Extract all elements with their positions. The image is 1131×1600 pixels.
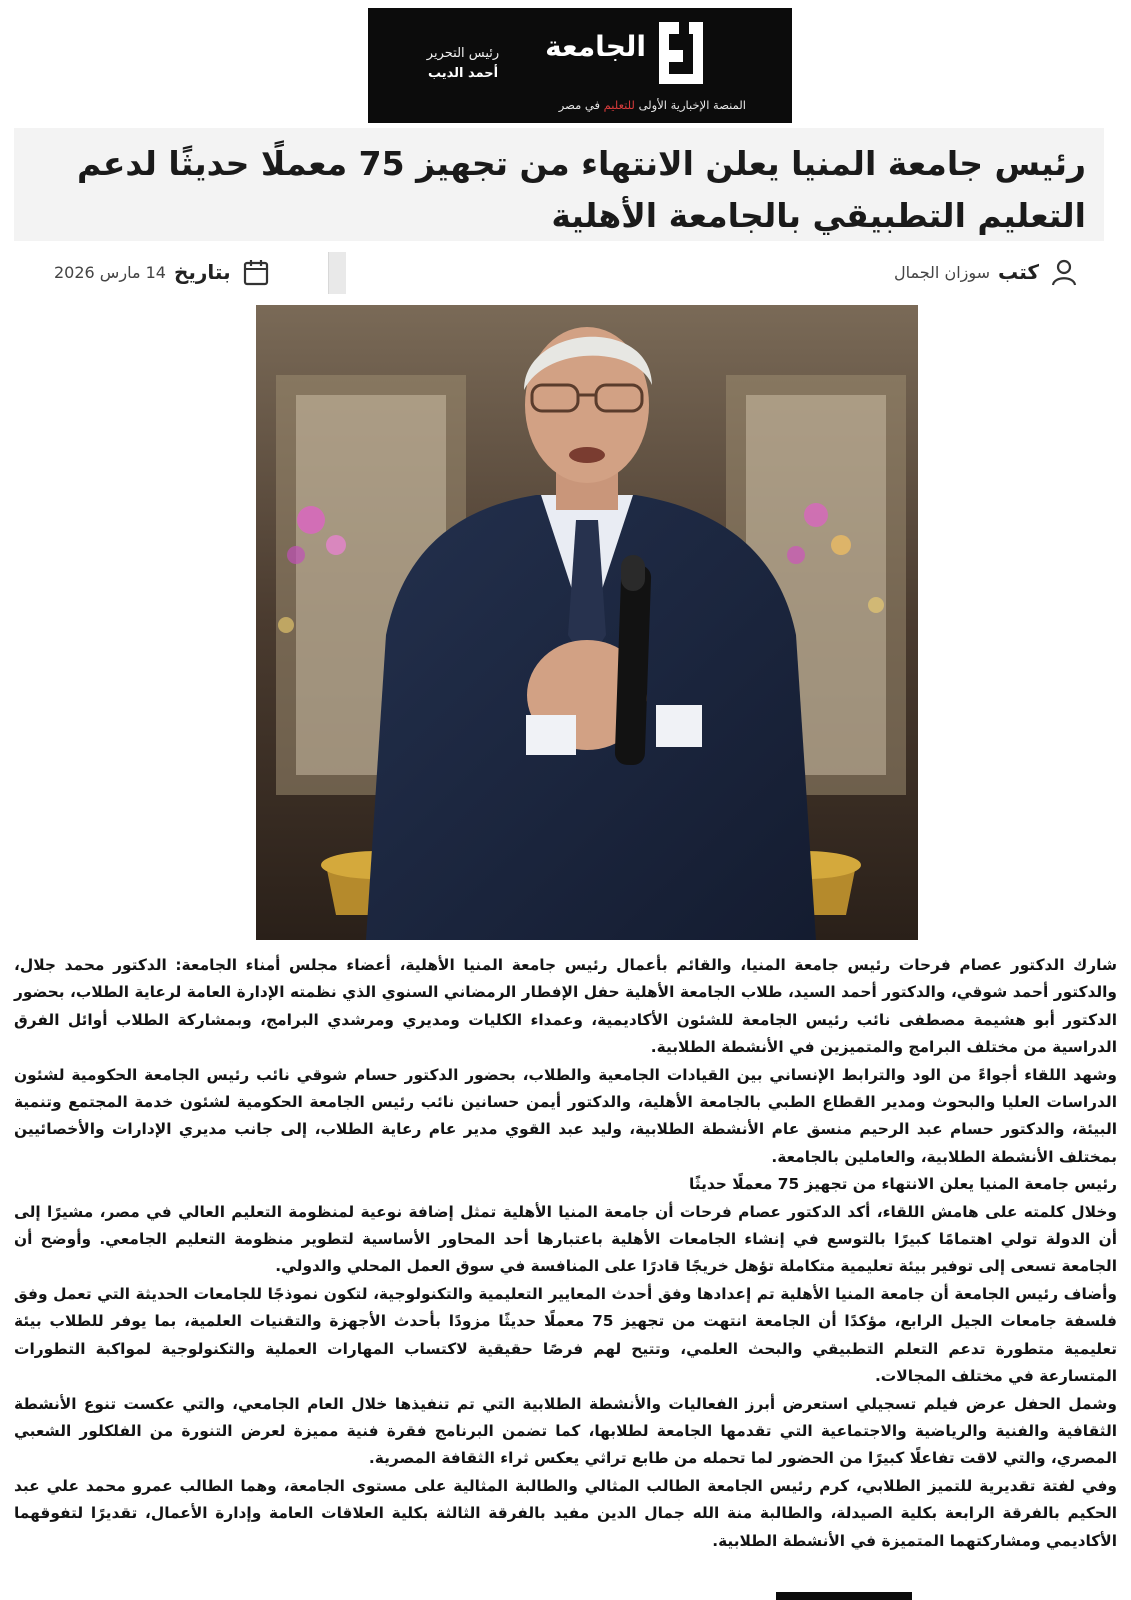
calendar-icon xyxy=(241,257,271,287)
article-paragraph: وفي لفتة تقديرية للتميز الطلابي، كرم رئيس الجامعة الطالب المثالي والطالبة المثالية على مستوى الجامعة، وهما الطالب عمرو محمد علي عبد الحكيم بالفرقة الرابعة بكلية الصيدلة، والطالبة منة الله جمال الدين مفيد بالفرقة الثالثة بكلية العلاقات العامة وإدارة الأعمال، تقديرًا لتفوقهما الأكاديمي ومشاركتهما المتميزة في الأنشطة الطلابية. xyxy=(14,1476,1117,1550)
tagline-highlight: للتعليم xyxy=(603,98,635,112)
article-paragraph: شارك الدكتور عصام فرحات رئيس جامعة المنيا، والقائم بأعمال رئيس جامعة المنيا الأهلية، أعضاء مجلس أمناء الجامعة: الدكتور محمد جلال، والدكتور أحمد شوقي، والدكتور أحمد السيد، طلاب الجامعة الأهلية حفل الإفطار الرمضاني السنوي الذي نظمته الإدارة العامة لرعاية الطلاب، بحضور الدكتور أبو هشيمة مصطفى نائب رئيس الجامعة للشئون الأكاديمية، وعمداء الكليات ومديري ومرشدي البرامج، وبمشاركة الطلاب أوائل الفرق الدراسية من مختلف البرامج والمتميزين في الأنشطة الطلابية. xyxy=(14,956,1117,1057)
meta-divider xyxy=(328,252,346,294)
date-label: بتاريخ xyxy=(173,260,231,284)
site-tagline: المنصة الإخبارية الأولى للتعليم في مصر xyxy=(558,98,746,112)
footer-bar xyxy=(776,1592,912,1600)
article-paragraph: وخلال كلمته على هامش اللقاء، أكد الدكتور عصام فرحات أن جامعة المنيا الأهلية تمثل إضافة نوعية لمنظومة التعليم العالي في مصر، مشيرًا إلى أن الدولة تولي اهتمامًا كبيرًا بالتوسع في إنشاء الجامعات الأهلية باعتبارها أحد المحاور الأساسية لتطوير منظومة التعليم الجامعي. وأوضح أن الجامعة تسعى إلى توفير بيئة تعليمية متكاملة تؤهل خريجًا قادرًا على المنافسة في سوق العمل المحلي والدولي. xyxy=(14,1202,1117,1276)
article-author xyxy=(894,250,1079,294)
masthead-banner xyxy=(368,8,792,123)
editor-in-chief-name: أحمد الديب xyxy=(427,66,499,81)
editor-in-chief-label: رئيس التحرير xyxy=(426,46,500,61)
headline-container xyxy=(14,128,1104,241)
article-paragraph: وشهد اللقاء أجواءً من الود والترابط الإنساني بين القيادات الجامعية والطلاب، بحضور الدكتور حسام شوقي نائب رئيس الجامعة الحكومية لشئون الدراسات العليا والبحوث ومدير القطاع الطبي بالجامعة الأهلية، والدكتور أيمن حسانين نائب رئيس الجامعة الحكومية لشئون خدمة المجتمع وتنمية البيئة، والدكتور حسام عبد الرحيم منسق عام الأنشطة الطلابية، وليد عبد القوي مدير عام رعاية الطلاب، إلى جانب مديري الإدارات والأخصائيين بمختلف الأنشطة الطلابية، والعاملين بالجامعة. xyxy=(14,1065,1117,1166)
article-body xyxy=(14,952,1117,1555)
author-name[interactable]: سوزان الجمال xyxy=(893,262,991,282)
site-logo-icon xyxy=(657,20,705,86)
article-paragraph: وأضاف رئيس الجامعة أن جامعة المنيا الأهلية تم إعدادها وفق أحدث المعايير التعليمية والتكنولوجية، لتكون نموذجًا للجامعات الحديثة التي تعمل وفق فلسفة جامعات الجيل الرابع، مؤكدًا أن الجامعة انتهت من تجهيز 75 معملًا حديثًا مزودًا بأحدث الأجهزة والتقنيات العلمية، بما يوفر للطلاب بيئة تعليمية متطورة تدعم التعلم التطبيقي والبحث العلمي، وتتيح لهم فرصًا حقيقية لاكتساب المهارات العملية والتكنولوجية لمواكبة التطورات المتسارعة في مختلف المجالات. xyxy=(14,1284,1118,1386)
user-icon xyxy=(1049,257,1079,287)
site-logo-text[interactable]: الجامعة xyxy=(545,30,646,63)
article-date xyxy=(54,250,271,294)
article-photo xyxy=(256,305,918,940)
author-label: كتب xyxy=(998,260,1039,284)
article-headline: رئيس جامعة المنيا يعلن الانتهاء من تجهيز 75 معملًا حديثًا لدعم التعليم التطبيقي بالجامعة الأهلية xyxy=(76,144,1086,235)
date-value: 14 مارس 2026 xyxy=(54,262,166,282)
article-subheading: رئيس جامعة المنيا يعلن الانتهاء من تجهيز 75 معملًا حديثًا xyxy=(689,1175,1117,1194)
article-paragraph: وشمل الحفل عرض فيلم تسجيلي استعرض أبرز الفعاليات والأنشطة الطلابية التي تم تنفيذها خلال العام الجامعي، والتي عكست تنوع الأنشطة الثقافية والفنية والرياضية والاجتماعية التي تقدمها الجامعة لطلابها، كما تضمن البرنامج فقرة فنية مميزة لعرض التنورة من الفلكلور الشعبي المصري، والتي لاقت تفاعلًا كبيرًا من الحضور لما تحمله من طابع تراثي يعكس ثراء الثقافة المصرية. xyxy=(14,1394,1117,1468)
